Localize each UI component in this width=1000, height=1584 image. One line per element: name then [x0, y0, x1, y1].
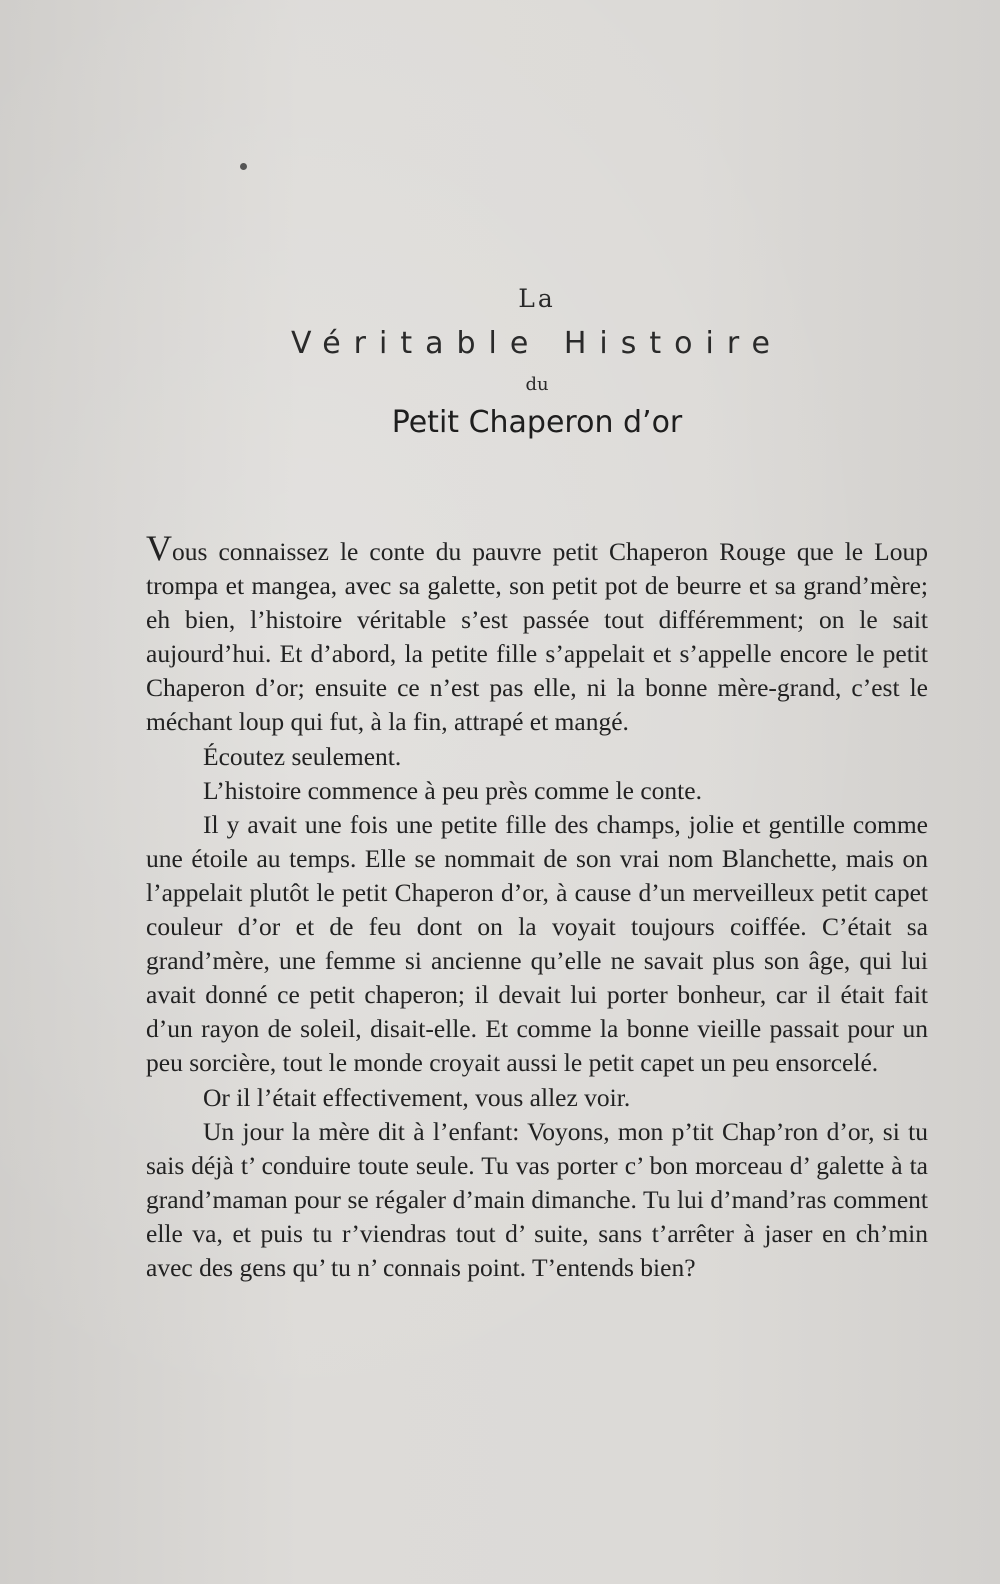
- drop-cap: V: [146, 528, 172, 568]
- title-article: La: [518, 284, 556, 313]
- paragraph-1-text: ous connaissez le conte du pauvre petit Chaperon Rouge que le Loup trompa et mangea, avec sa galette, son petit pot de beurre et sa grand’mère; eh bien, l’histoire véritable s’est passée tout différemment; on le sait aujourd’hui. Et d’abord, la petite fille s’appelait et s’appelle encore le petit Chaperon d’or; ensuite ce n’est pas elle, ni la bonne mère-grand, c’est le méchant loup qui fut, à la fin, attrapé et mangé.: [146, 537, 928, 737]
- story-text: [146, 530, 928, 1285]
- page-title: Petit Chaperon d’or: [391, 405, 683, 440]
- paragraph-3: L’histoire commence à peu près comme le conte.: [203, 775, 702, 805]
- title-veritable-histoire: Véritable Histoire: [291, 326, 783, 361]
- paragraph-6: Un jour la mère dit à l’enfant: Voyons, mon p’tit Chap’ron d’or, si tu sais déjà t’ conduire toute seule. Tu vas porter c’ bon morceau d’ galette à ta grand’maman pour se régaler d’main dimanche. Tu lui d’mand’ras comment elle va, et puis tu r’viendras tout d’ suite, sans t’arrêter à jaser en ch’min avec des gens qu’ tu n’ connais point. T’entends bien?: [146, 1116, 928, 1282]
- paragraph-5: Or il l’était effectivement, vous allez voir.: [203, 1082, 631, 1112]
- ink-speck: [240, 163, 247, 170]
- paragraph-1: [146, 530, 928, 740]
- title-du: du: [525, 374, 549, 395]
- paragraph-4: Il y avait une fois une petite fille des champs, jolie et gentille comme une étoile au temps. Elle se nommait de son vrai nom Blanchette, mais on l’appelait plutôt le petit Chaperon d’or, à cause d’un merveilleux petit capet couleur d’or et de feu dont on la voyait toujours coiffée. C’était sa grand’mère, une femme si ancienne qu’elle ne savait plus son âge, qui lui avait donné ce petit chaperon; il devait lui porter bonheur, car il était fait d’un rayon de soleil, disait-elle. Et comme la bonne vieille passait pour un peu sorcière, tout le monde croyait aussi le petit capet un peu ensorcelé.: [146, 809, 928, 1078]
- paragraph-2: Écoutez seulement.: [203, 741, 402, 771]
